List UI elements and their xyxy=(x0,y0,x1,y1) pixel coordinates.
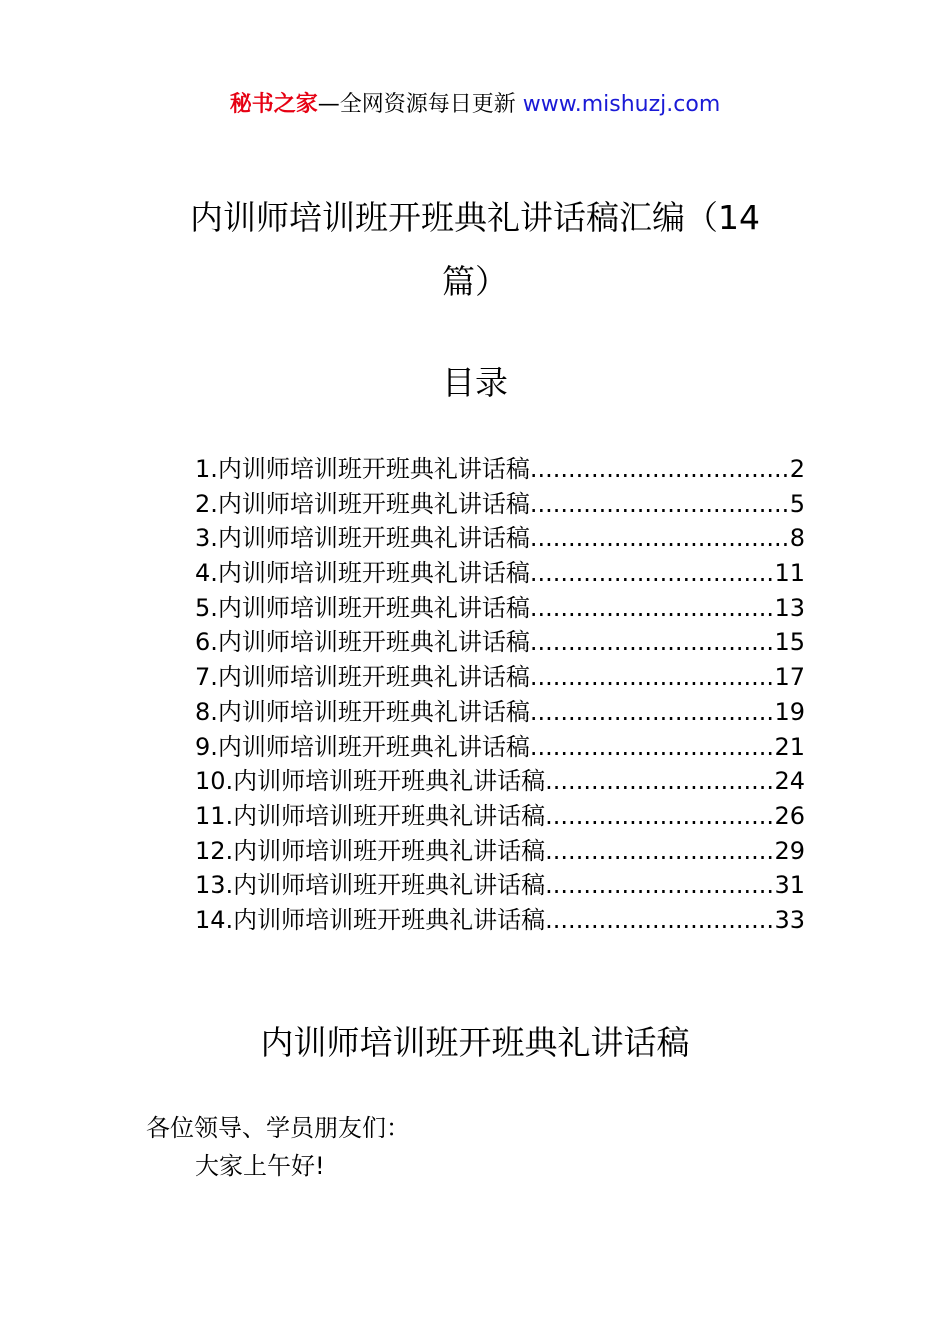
toc-leader-dots xyxy=(545,799,772,833)
toc-entry-4[interactable] xyxy=(195,556,805,591)
toc-entry-title: 2.内训师培训班开班典礼讲话稿 xyxy=(195,489,530,518)
toc-leader-dots xyxy=(530,625,773,659)
section-title: 内训师培训班开班典礼讲话稿 xyxy=(260,1023,690,1062)
toc-entry-page: 24 xyxy=(774,767,805,796)
toc-entry-page: 29 xyxy=(774,836,805,865)
toc-entry-title: 10.内训师培训班开班典礼讲话稿 xyxy=(195,767,546,796)
toc-entry-page: 15 xyxy=(774,628,805,657)
toc-leader-dots xyxy=(530,521,788,555)
toc-entry-3[interactable] xyxy=(195,521,805,556)
header-tagline: —全网资源每日更新 xyxy=(317,92,523,117)
document-title-line-2: 篇） xyxy=(442,262,508,301)
brand-name: 秘书之家 xyxy=(229,92,318,117)
toc-entry-page: 2 xyxy=(789,455,805,483)
toc-leader-dots xyxy=(530,452,788,486)
document-title xyxy=(150,186,800,314)
toc-entry-title: 5.内训师培训班开班典礼讲话稿 xyxy=(195,593,530,622)
toc-entry-14[interactable] xyxy=(195,903,805,938)
document-title-line-1: 内训师培训班开班典礼讲话稿汇编（14 xyxy=(190,198,760,237)
toc-entry-2[interactable] xyxy=(195,487,805,522)
toc-leader-dots xyxy=(545,903,772,937)
toc-leader-dots xyxy=(545,764,772,798)
toc-leader-dots xyxy=(530,556,773,590)
toc-entry-5[interactable] xyxy=(195,591,805,626)
toc-entry-title: 11.内训师培训班开班典礼讲话稿 xyxy=(195,801,546,830)
toc-entry-7[interactable] xyxy=(195,660,805,695)
toc-entry-page: 17 xyxy=(774,663,805,692)
toc-entry-title: 13.内训师培训班开班典礼讲话稿 xyxy=(195,871,546,900)
toc-entry-6[interactable] xyxy=(195,625,805,660)
toc-entry-page: 31 xyxy=(774,871,805,900)
toc-entry-page: 5 xyxy=(789,489,805,518)
toc-entry-8[interactable] xyxy=(195,695,805,730)
toc-entry-page: 13 xyxy=(774,593,805,622)
toc-leader-dots xyxy=(545,868,772,902)
toc-entry-page: 19 xyxy=(774,697,805,726)
toc-entry-10[interactable] xyxy=(195,764,805,799)
toc-entry-title: 14.内训师培训班开班典礼讲话稿 xyxy=(195,905,546,934)
toc-entry-title: 4.内训师培训班开班典礼讲话稿 xyxy=(195,559,530,588)
speech-greeting: 大家上午好! xyxy=(195,1152,325,1180)
toc-entry-title: 9.内训师培训班开班典礼讲话稿 xyxy=(195,732,530,761)
toc-entry-12[interactable] xyxy=(195,834,805,869)
toc-leader-dots xyxy=(530,591,773,625)
toc-leader-dots xyxy=(530,660,773,694)
site-url-link[interactable]: www.mishuzj.com xyxy=(522,92,721,117)
table-of-contents xyxy=(195,452,805,938)
toc-entry-page: 8 xyxy=(789,524,805,553)
toc-heading: 目录 xyxy=(442,363,508,402)
toc-entry-page: 21 xyxy=(774,732,805,761)
toc-leader-dots xyxy=(530,487,788,521)
toc-entry-11[interactable] xyxy=(195,799,805,834)
toc-entry-title: 7.内训师培训班开班典礼讲话稿 xyxy=(195,663,530,692)
toc-leader-dots xyxy=(530,730,773,764)
toc-entry-1[interactable] xyxy=(195,452,805,487)
toc-entry-title: 12.内训师培训班开班典礼讲话稿 xyxy=(195,836,546,865)
toc-entry-9[interactable] xyxy=(195,730,805,765)
toc-leader-dots xyxy=(530,695,773,729)
toc-entry-13[interactable] xyxy=(195,868,805,903)
toc-entry-page: 26 xyxy=(774,801,805,830)
site-header xyxy=(0,88,950,122)
toc-entry-page: 33 xyxy=(774,905,805,934)
toc-entry-title: 6.内训师培训班开班典礼讲话稿 xyxy=(195,628,530,657)
toc-entry-title: 1.内训师培训班开班典礼讲话稿 xyxy=(195,455,530,483)
toc-entry-title: 3.内训师培训班开班典礼讲话稿 xyxy=(195,524,530,553)
toc-leader-dots xyxy=(545,834,772,868)
toc-entry-title: 8.内训师培训班开班典礼讲话稿 xyxy=(195,697,530,726)
toc-entry-page: 11 xyxy=(774,559,805,588)
speech-salutation: 各位领导、学员朋友们： xyxy=(146,1114,410,1142)
